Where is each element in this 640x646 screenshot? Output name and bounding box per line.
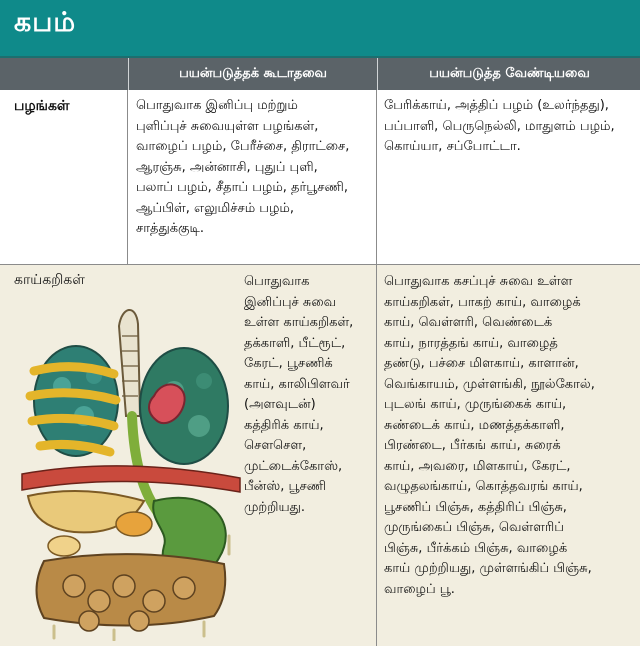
organ-shape (48, 536, 80, 556)
cell-line: புடலங் காய், முருங்கைக் காய், (384, 397, 567, 412)
title-bar (0, 0, 640, 56)
intestine-loop (79, 611, 99, 631)
page-title: கபம் (14, 7, 77, 38)
cell-line: பிஞ்சு, பீர்க்கம் பிஞ்சு, வாழைக் (384, 540, 568, 556)
cell-line: ஆரஞ்சு, அன்னாசி, புதுப் புளி, (136, 159, 318, 175)
category-label: காய்கறிகள் (14, 272, 85, 288)
cell-line: தண்டு, பச்சை மிளகாய், காளான், (384, 356, 579, 371)
cell-line: காய், காலிபிளவர் (244, 376, 350, 392)
cell-line: காய், நாரத்தங் காய், வாழைத் (384, 335, 558, 351)
diaphragm-shape (22, 466, 240, 492)
cell-line: பொதுவாக (244, 274, 310, 289)
cell-line: பலாப் பழம், சீதாப் பழம், தர்பூசணி, (136, 180, 348, 195)
cell-line: காய் முற்றியது, முள்ளங்கிப் பிஞ்சு, (384, 561, 592, 576)
avoid-list (136, 96, 374, 240)
cell-line: பூசணிப் பிஞ்சு, கத்திரிப் பிஞ்சு, (384, 499, 567, 515)
use-list (384, 96, 636, 158)
cell-line: முற்றியது. (244, 499, 306, 515)
column-divider (376, 90, 377, 646)
intestine-loop (129, 611, 149, 631)
cell-line: வாழைப் பழம், பேரீச்சை, திராட்சை, (136, 139, 350, 154)
cell-line: பப்பாளி, பெருநெல்லி, மாதுளம் பழம், (384, 118, 615, 134)
header-avoid: பயன்படுத்தக் கூடாதவை (128, 58, 377, 90)
cell-line: வெங்காயம், முள்ளங்கி, நூல்கோல், (384, 376, 595, 392)
cell-line: முருங்கைப் பிஞ்சு, வெள்ளரிப் (384, 520, 564, 535)
intestine-loop (173, 577, 195, 599)
lung-lobe (188, 415, 210, 437)
intestine-loop (63, 575, 85, 597)
digestive-organs-illustration (14, 296, 246, 641)
trachea-shape (119, 310, 140, 416)
use-list (384, 272, 636, 600)
cell-line: ஆப்பிள், எலுமிச்சம் பழம், (136, 200, 295, 216)
cell-line: சௌசௌ, (244, 438, 307, 453)
avoid-list (244, 272, 374, 518)
cell-line: பேரிக்காய், அத்திப் பழம் (உலர்ந்தது), (384, 98, 609, 113)
table-header (0, 58, 640, 90)
cell-line: காய்கறிகள், பாகற் காய், வாழைக் (384, 294, 581, 310)
lung-lobe (196, 373, 212, 389)
cell-line: காய், அவரை, மிளகாய், கேரட், (384, 458, 571, 474)
header-empty (0, 58, 127, 90)
row-divider (0, 264, 640, 265)
cell-line: புளிப்புச் சுவையுள்ள பழங்கள், (136, 118, 319, 134)
cell-line: வாழைப் பூ. (384, 581, 455, 597)
cell-line: பிரண்டை, பீர்கங் காய், சுரைக் (384, 438, 561, 453)
cell-line: கேரட், பூசணிக் (244, 356, 333, 371)
intestine-loop (88, 590, 110, 612)
cell-line: சாத்துக்குடி. (136, 221, 205, 236)
cell-line: கத்திரிக் காய், (244, 417, 324, 433)
category-label: பழங்கள் (14, 98, 70, 114)
cell-line: தக்காளி, பீட்ரூட், (244, 335, 346, 351)
intestine-loop (113, 575, 135, 597)
intestine-loop (143, 590, 165, 612)
cell-line: (அளவுடன்) (244, 397, 316, 412)
cell-line: சுண்டைக் காய், மணத்தக்காளி, (384, 417, 565, 433)
cell-line: காய், வெள்ளரி, வெண்டைக் (384, 315, 553, 330)
cell-line: பொதுவாக இனிப்பு மற்றும் (136, 98, 298, 113)
cell-line: கொய்யா, சப்போட்டா. (384, 139, 521, 154)
cell-line: வழுதலங்காய், கொத்தவரங் காய், (384, 479, 583, 494)
cell-line: உள்ள காய்கறிகள், (244, 315, 354, 330)
gallbladder-shape (116, 512, 152, 536)
column-divider (127, 90, 128, 264)
cell-line: பொதுவாக கசப்புச் சுவை உள்ள (384, 274, 573, 289)
cell-line: இனிப்புச் சுவை (244, 294, 337, 310)
header-use: பயன்படுத்த வேண்டியவை (377, 58, 640, 90)
cell-line: முட்டைக்கோஸ், (244, 458, 343, 474)
cell-line: பீன்ஸ், பூசணி (244, 479, 327, 494)
